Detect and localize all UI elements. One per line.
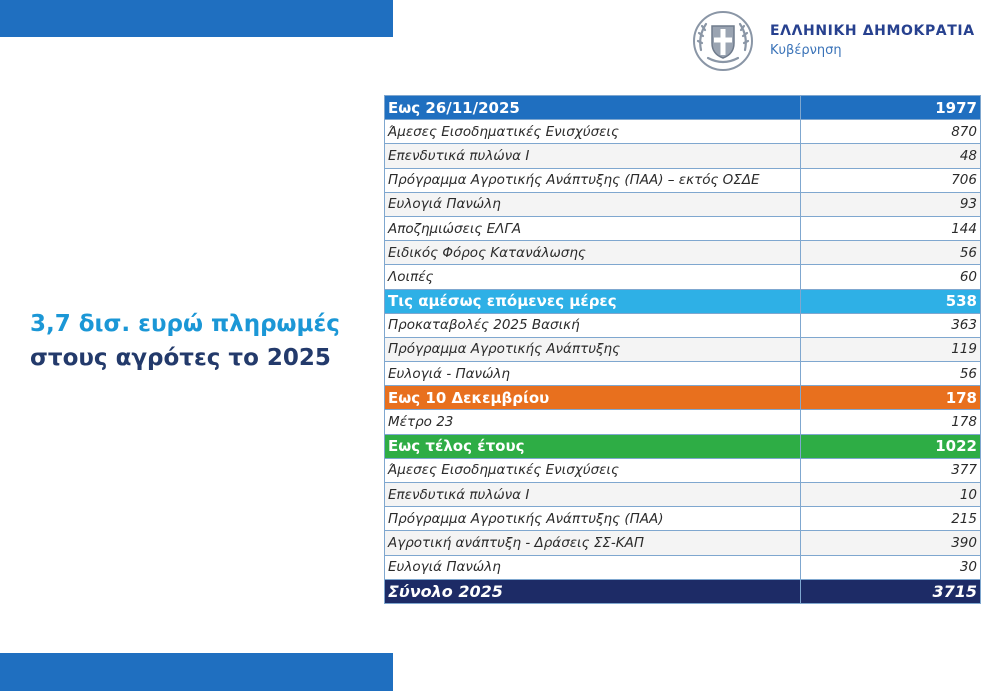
table-row [385,362,981,386]
row-value: 93 [801,192,981,216]
headline [30,307,370,375]
table-row [385,555,981,579]
row-value: 10 [801,483,981,507]
table-row [385,483,981,507]
row-value: 56 [801,362,981,386]
row-value: 56 [801,241,981,265]
row-value: 48 [801,144,981,168]
government-logo [692,10,982,74]
row-value: 178 [801,410,981,434]
table-row [385,241,981,265]
table-row [385,507,981,531]
row-value: 870 [801,120,981,144]
row-label: Μέτρο 23 [385,410,801,434]
headline-line-2: στους αγρότες το 2025 [30,345,331,371]
row-label: Άμεσες Εισοδηματικές Ενισχύσεις [385,120,801,144]
section-label: Τις αμέσως επόμενες μέρες [385,289,801,313]
row-label: Προκαταβολές 2025 Βασική [385,313,801,337]
section-label: Εως 10 Δεκεμβρίου [385,386,801,410]
row-label: Άμεσες Εισοδηματικές Ενισχύσεις [385,458,801,482]
section-label: Εως 26/11/2025 [385,96,801,120]
table-row [385,120,981,144]
table-row [385,337,981,361]
row-label: Πρόγραμμα Αγροτικής Ανάπτυξης (ΠΑΑ) – εκτός ΟΣΔΕ [385,168,801,192]
row-label: Επενδυτικά πυλώνα Ι [385,483,801,507]
table-row [385,410,981,434]
grand-total-row [385,579,981,603]
row-value: 144 [801,216,981,240]
section-total: 1022 [801,434,981,458]
section-header-row [385,289,981,313]
row-value: 60 [801,265,981,289]
table-row [385,216,981,240]
table-row [385,144,981,168]
row-value: 390 [801,531,981,555]
headline-line-1: 3,7 δισ. ευρώ πληρωμές [30,311,340,337]
section-header-row [385,434,981,458]
government-name: ΕΛΛΗΝΙΚΗ ΔΗΜΟΚΡΑΤΙΑ [770,23,975,39]
row-value: 30 [801,555,981,579]
row-label: Ειδικός Φόρος Κατανάλωσης [385,241,801,265]
section-label: Εως τέλος έτους [385,434,801,458]
row-label: Λοιπές [385,265,801,289]
row-label: Ευλογιά Πανώλη [385,555,801,579]
table-row [385,313,981,337]
row-label: Επενδυτικά πυλώνα Ι [385,144,801,168]
row-value: 215 [801,507,981,531]
grand-total-value: 3715 [801,579,981,603]
government-subtitle: Κυβέρνηση [770,43,842,58]
table-row [385,168,981,192]
row-label: Ευλογιά - Πανώλη [385,362,801,386]
row-value: 377 [801,458,981,482]
row-label: Πρόγραμμα Αγροτικής Ανάπτυξης (ΠΑΑ) [385,507,801,531]
row-label: Ευλογιά Πανώλη [385,192,801,216]
section-total: 538 [801,289,981,313]
row-label: Αποζημιώσεις ΕΛΓΑ [385,216,801,240]
row-value: 363 [801,313,981,337]
row-value: 706 [801,168,981,192]
table-row [385,265,981,289]
row-label: Αγροτική ανάπτυξη - Δράσεις ΣΣ-ΚΑΠ [385,531,801,555]
table-row [385,458,981,482]
section-total: 1977 [801,96,981,120]
table-row [385,192,981,216]
top-accent-bar [0,0,393,37]
payments-table [384,95,981,604]
section-header-row [385,96,981,120]
grand-total-label: Σύνολο 2025 [385,579,801,603]
section-header-row [385,386,981,410]
bottom-accent-bar [0,653,393,691]
table-row [385,531,981,555]
row-value: 119 [801,337,981,361]
section-total: 178 [801,386,981,410]
row-label: Πρόγραμμα Αγροτικής Ανάπτυξης [385,337,801,361]
greek-coat-of-arms-icon [692,10,754,72]
